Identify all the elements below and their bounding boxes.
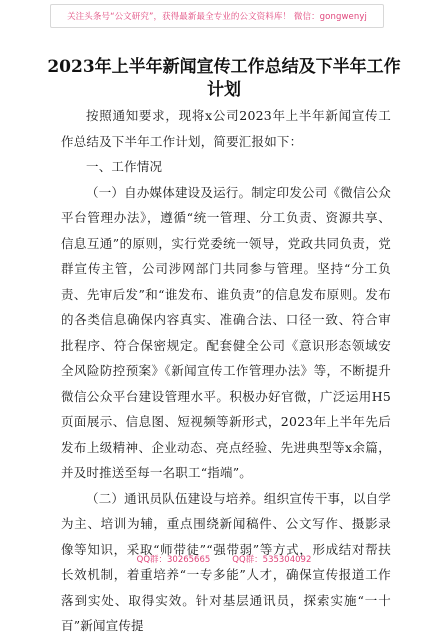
intro-paragraph: 按照通知要求，现将x公司2023年上半年新闻宣传工作总结及下半年工作计划，简要汇报如下： bbox=[61, 108, 391, 149]
footer-qq-group-1: QQ群：30265665 bbox=[136, 555, 211, 565]
footer-qq-group-2: QQ群：535304092 bbox=[232, 555, 312, 565]
paragraph-media-construction: （一）自办媒体建设及运行。制定印发公司《微信公众平台管理办法》，遵循“统一管理、分工负责、资源共享、信息互通”的原则，实行党委统一领导，党政共同负责，党群宣传主管，公司涉网部门共同参与管理。坚持“分工负责、先审后发”和“谁发布、谁负责”的信息发布原则。发布的各类信息确保内容真实、准确合法、口径一致、符合审批程序、符合保密规定。配套健全公司《意识形态领域安全风险防控预案》《新闻宣传工作管理办法》等，不断提升微信公众平台建设管理水平。积极办好官微，广泛运用H5页面展示、信息图、短视频等新形式，2023年上半年先后发布上级精神、企业动态、亮点经验、先进典型等x余篇，并及时推送至每一名职工“指端”。 bbox=[61, 184, 391, 480]
section-heading: 一、工作情况 bbox=[86, 159, 163, 174]
footer-contact bbox=[0, 553, 448, 565]
paragraph-correspondent-team: （二）通讯员队伍建设与培养。组织宣传干事，以自学为主、培训为辅，重点围绕新闻稿件、公文写作、摄影录像等知识，采取“师带徒”“强带弱”等方式，形成结对帮扶长效机制，着重培养“一专多能”人才，确保宣传报道工作落到实处、取得实效。针对基层通讯员，探索实施“一十百”新闻宣传提 bbox=[61, 490, 391, 633]
document-title: 2023年上半年新闻宣传工作总结及下半年工作计划 bbox=[47, 57, 401, 100]
header-banner: 关注头条号“公文研究”，获得最新最全专业的公文资料库！ 微信：gongwenyj bbox=[50, 4, 384, 28]
